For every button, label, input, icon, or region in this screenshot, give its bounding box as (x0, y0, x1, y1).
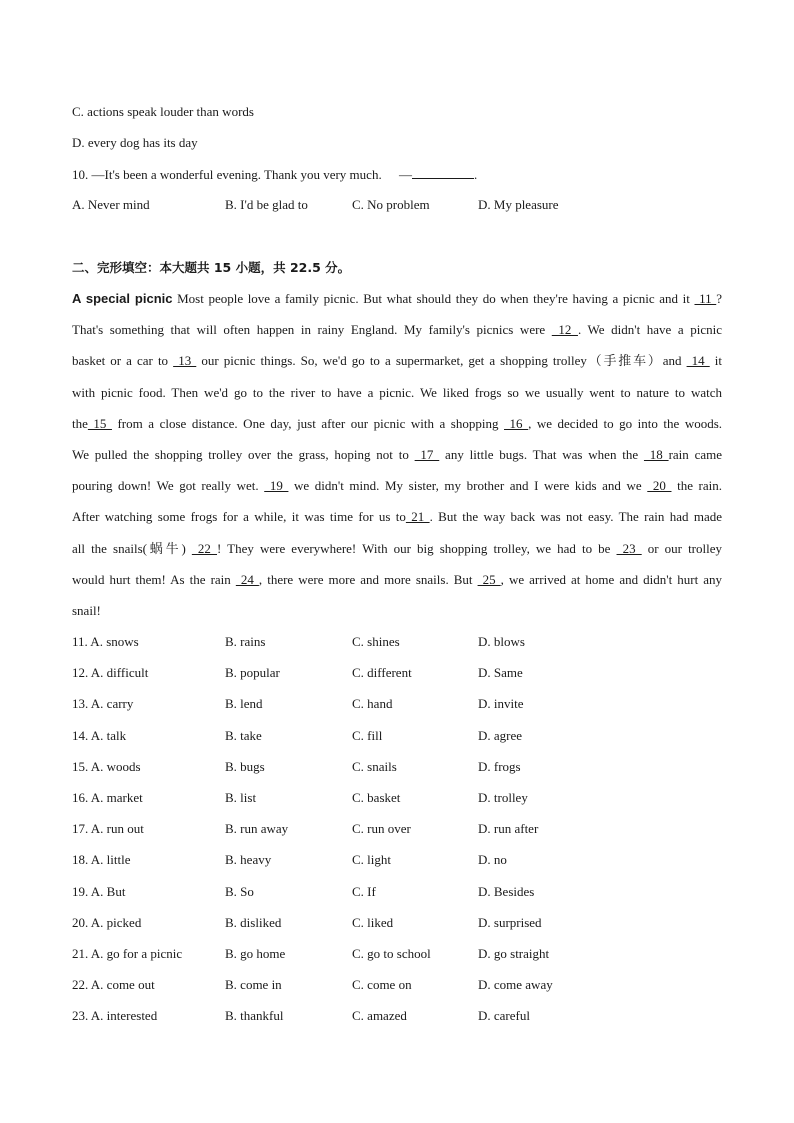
passage-line (72, 314, 722, 345)
passage-text: , there were more and more snails. But (258, 571, 478, 587)
blank-number: 15 (87, 415, 112, 431)
option-a: A. Never mind (72, 197, 150, 212)
option-d-line: D. every dog has its day (72, 135, 198, 150)
passage-text: basket or a car to (72, 353, 174, 369)
option-a: 23. A. interested (72, 1008, 158, 1024)
passage-text: with picnic food. Then we'd go to the river to have a picnic. We liked frogs so we usually went to nature to watch (72, 384, 722, 400)
option-a: 16. A. market (72, 790, 143, 805)
option-d: D. come away (478, 977, 553, 993)
question-row (72, 852, 722, 868)
question-row (72, 665, 722, 681)
passage-line (72, 408, 722, 439)
option-a: 22. A. come out (72, 977, 155, 993)
question-row (72, 1008, 722, 1024)
passage-text: the (72, 415, 88, 431)
option-d: D. invite (478, 696, 524, 712)
question-row (72, 977, 722, 993)
option-b: B. I'd be glad to (225, 197, 308, 212)
blank-number: 19 (264, 478, 289, 494)
passage-line (72, 564, 722, 595)
answer-blank (412, 166, 474, 179)
option-b: B. take (225, 727, 262, 743)
option-c: C. fill (352, 727, 383, 743)
question-10-end: . (473, 167, 478, 182)
option-b: B. list (225, 790, 257, 805)
option-b: B. lend (225, 696, 263, 712)
option-c: C. different (352, 665, 412, 681)
blank-number: 21 (405, 509, 430, 525)
section-title: 二、完形填空：本大题共 15 小题，共 22.5 分。 (72, 260, 351, 275)
question-row (72, 728, 722, 744)
passage-text: our picnic things. So, we'd go to a supermarket, get a shopping trolley（手推车）and (196, 353, 687, 369)
passage-text: the rain. (671, 478, 723, 494)
question-row (72, 790, 722, 806)
option-d: D. go straight (478, 946, 550, 961)
question-row (72, 821, 722, 837)
question-10-text: 10. —It's been a wonderful evening. Thank you very much. (72, 167, 382, 182)
option-b: B. bugs (225, 758, 265, 774)
passage-text: Most people love a family picnic. But what should they do when they're having a picnic and it (172, 291, 695, 306)
question-row (72, 696, 722, 712)
blank-number: 17 (414, 446, 440, 462)
question-row (72, 946, 722, 962)
question-row (72, 759, 722, 775)
passage-text: We pulled the shopping trolley over the grass, hoping not to (72, 446, 415, 462)
option-a: 17. A. run out (72, 821, 144, 837)
passage-line (72, 345, 722, 376)
option-c: C. No problem (352, 197, 430, 212)
option-d: D. Besides (478, 883, 535, 899)
question-row (72, 884, 722, 900)
option-b: B. So (225, 883, 254, 899)
passage-line (72, 501, 722, 532)
option-d: D. Same (478, 665, 523, 681)
option-a: 15. A. woods (72, 758, 141, 774)
option-d: D. careful (478, 1008, 530, 1024)
passage-line (72, 283, 722, 314)
option-a: 11. A. snows (72, 634, 139, 649)
blank-number: 14 (686, 353, 710, 369)
option-c: C. come on (352, 977, 412, 993)
passage-text: . We didn't have a picnic (577, 322, 723, 338)
option-b: B. come in (225, 977, 282, 993)
answer-dash: — (398, 167, 412, 182)
option-a: 21. A. go for a picnic (72, 946, 183, 961)
passage-text: ! They were everywhere! With our big shopping trolley, we had to be (217, 540, 617, 556)
blank-number: 24 (235, 571, 259, 587)
blank-number: 22 (191, 540, 218, 556)
option-c: C. shines (352, 634, 400, 649)
option-b: B. rains (225, 634, 266, 649)
blank-number: 12 (551, 322, 578, 338)
option-d: D. no (478, 852, 507, 868)
blank-number: 16 (504, 415, 529, 431)
option-d: D. surprised (478, 914, 542, 930)
option-a: 19. A. But (72, 883, 126, 899)
option-c: C. basket (352, 790, 401, 805)
option-d: D. run after (478, 821, 539, 837)
blank-number: 23 (616, 540, 642, 556)
question-row (72, 915, 722, 931)
option-d: D. trolley (478, 790, 528, 805)
blank-number: 18 (643, 446, 669, 462)
passage-text: pouring down! We got really wet. (72, 478, 265, 494)
passage-text: , we arrived at home and didn't hurt any (500, 571, 723, 587)
option-d: D. frogs (478, 758, 521, 774)
option-b: B. popular (225, 665, 280, 681)
option-b: B. thankful (225, 1008, 284, 1024)
passage-text: all the snails(蜗牛) (72, 540, 192, 556)
option-d: D. My pleasure (478, 197, 559, 212)
passage-body (72, 283, 722, 626)
option-c-line: C. actions speak louder than words (72, 104, 254, 119)
question-10-options (72, 197, 722, 213)
passage-text: . But the way back was not easy. The rain had made (429, 509, 722, 525)
passage-text: it (709, 353, 723, 369)
option-a: 13. A. carry (72, 696, 134, 712)
option-a: 18. A. little (72, 852, 131, 868)
blank-number: 25 (477, 571, 501, 587)
option-a: 12. A. difficult (72, 665, 149, 681)
option-c: C. If (352, 883, 376, 899)
option-c: C. liked (352, 914, 394, 930)
option-b: B. go home (225, 946, 286, 961)
passage-text: After watching some frogs for a while, it was time for us to (72, 509, 406, 525)
option-c: C. run over (352, 821, 411, 837)
passage-line (72, 377, 722, 408)
question-row (72, 634, 722, 650)
passage-line (72, 595, 722, 626)
option-b: B. disliked (225, 914, 282, 930)
passage-text: from a close distance. One day, just after our picnic with a shopping (111, 415, 505, 431)
passage-text: , we decided to go into the woods. (528, 415, 723, 431)
option-c: C. light (352, 852, 392, 868)
passage-text: ? (716, 291, 722, 306)
blank-number: 20 (647, 478, 672, 494)
passage-text: That's something that will often happen in rainy England. My family's picnics were (72, 322, 552, 338)
option-a: 20. A. picked (72, 914, 142, 930)
passage-text: rain came (668, 446, 723, 462)
option-b: B. heavy (225, 852, 272, 868)
passage-line (72, 533, 722, 564)
option-a: 14. A. talk (72, 727, 127, 743)
passage-text: we didn't mind. My sister, my brother and I were kids and we (288, 478, 648, 494)
passage-line (72, 470, 722, 501)
blank-number: 13 (173, 353, 197, 369)
option-c: C. amazed (352, 1008, 407, 1024)
option-c: C. snails (352, 758, 397, 774)
passage-text: snail! (72, 602, 101, 618)
option-c: C. hand (352, 696, 393, 712)
option-c: C. go to school (352, 946, 431, 961)
question-10-stem (72, 166, 477, 183)
passage-text: any little bugs. That was when the (439, 446, 644, 462)
passage-text: would hurt them! As the rain (72, 571, 236, 587)
passage-text: or our trolley (641, 540, 723, 556)
option-d: D. agree (478, 727, 523, 743)
blank-number: 11 (694, 291, 717, 306)
passage-line (72, 439, 722, 470)
passage-title: A special picnic (72, 291, 173, 306)
option-b: B. run away (225, 821, 289, 837)
option-d: D. blows (478, 634, 525, 649)
